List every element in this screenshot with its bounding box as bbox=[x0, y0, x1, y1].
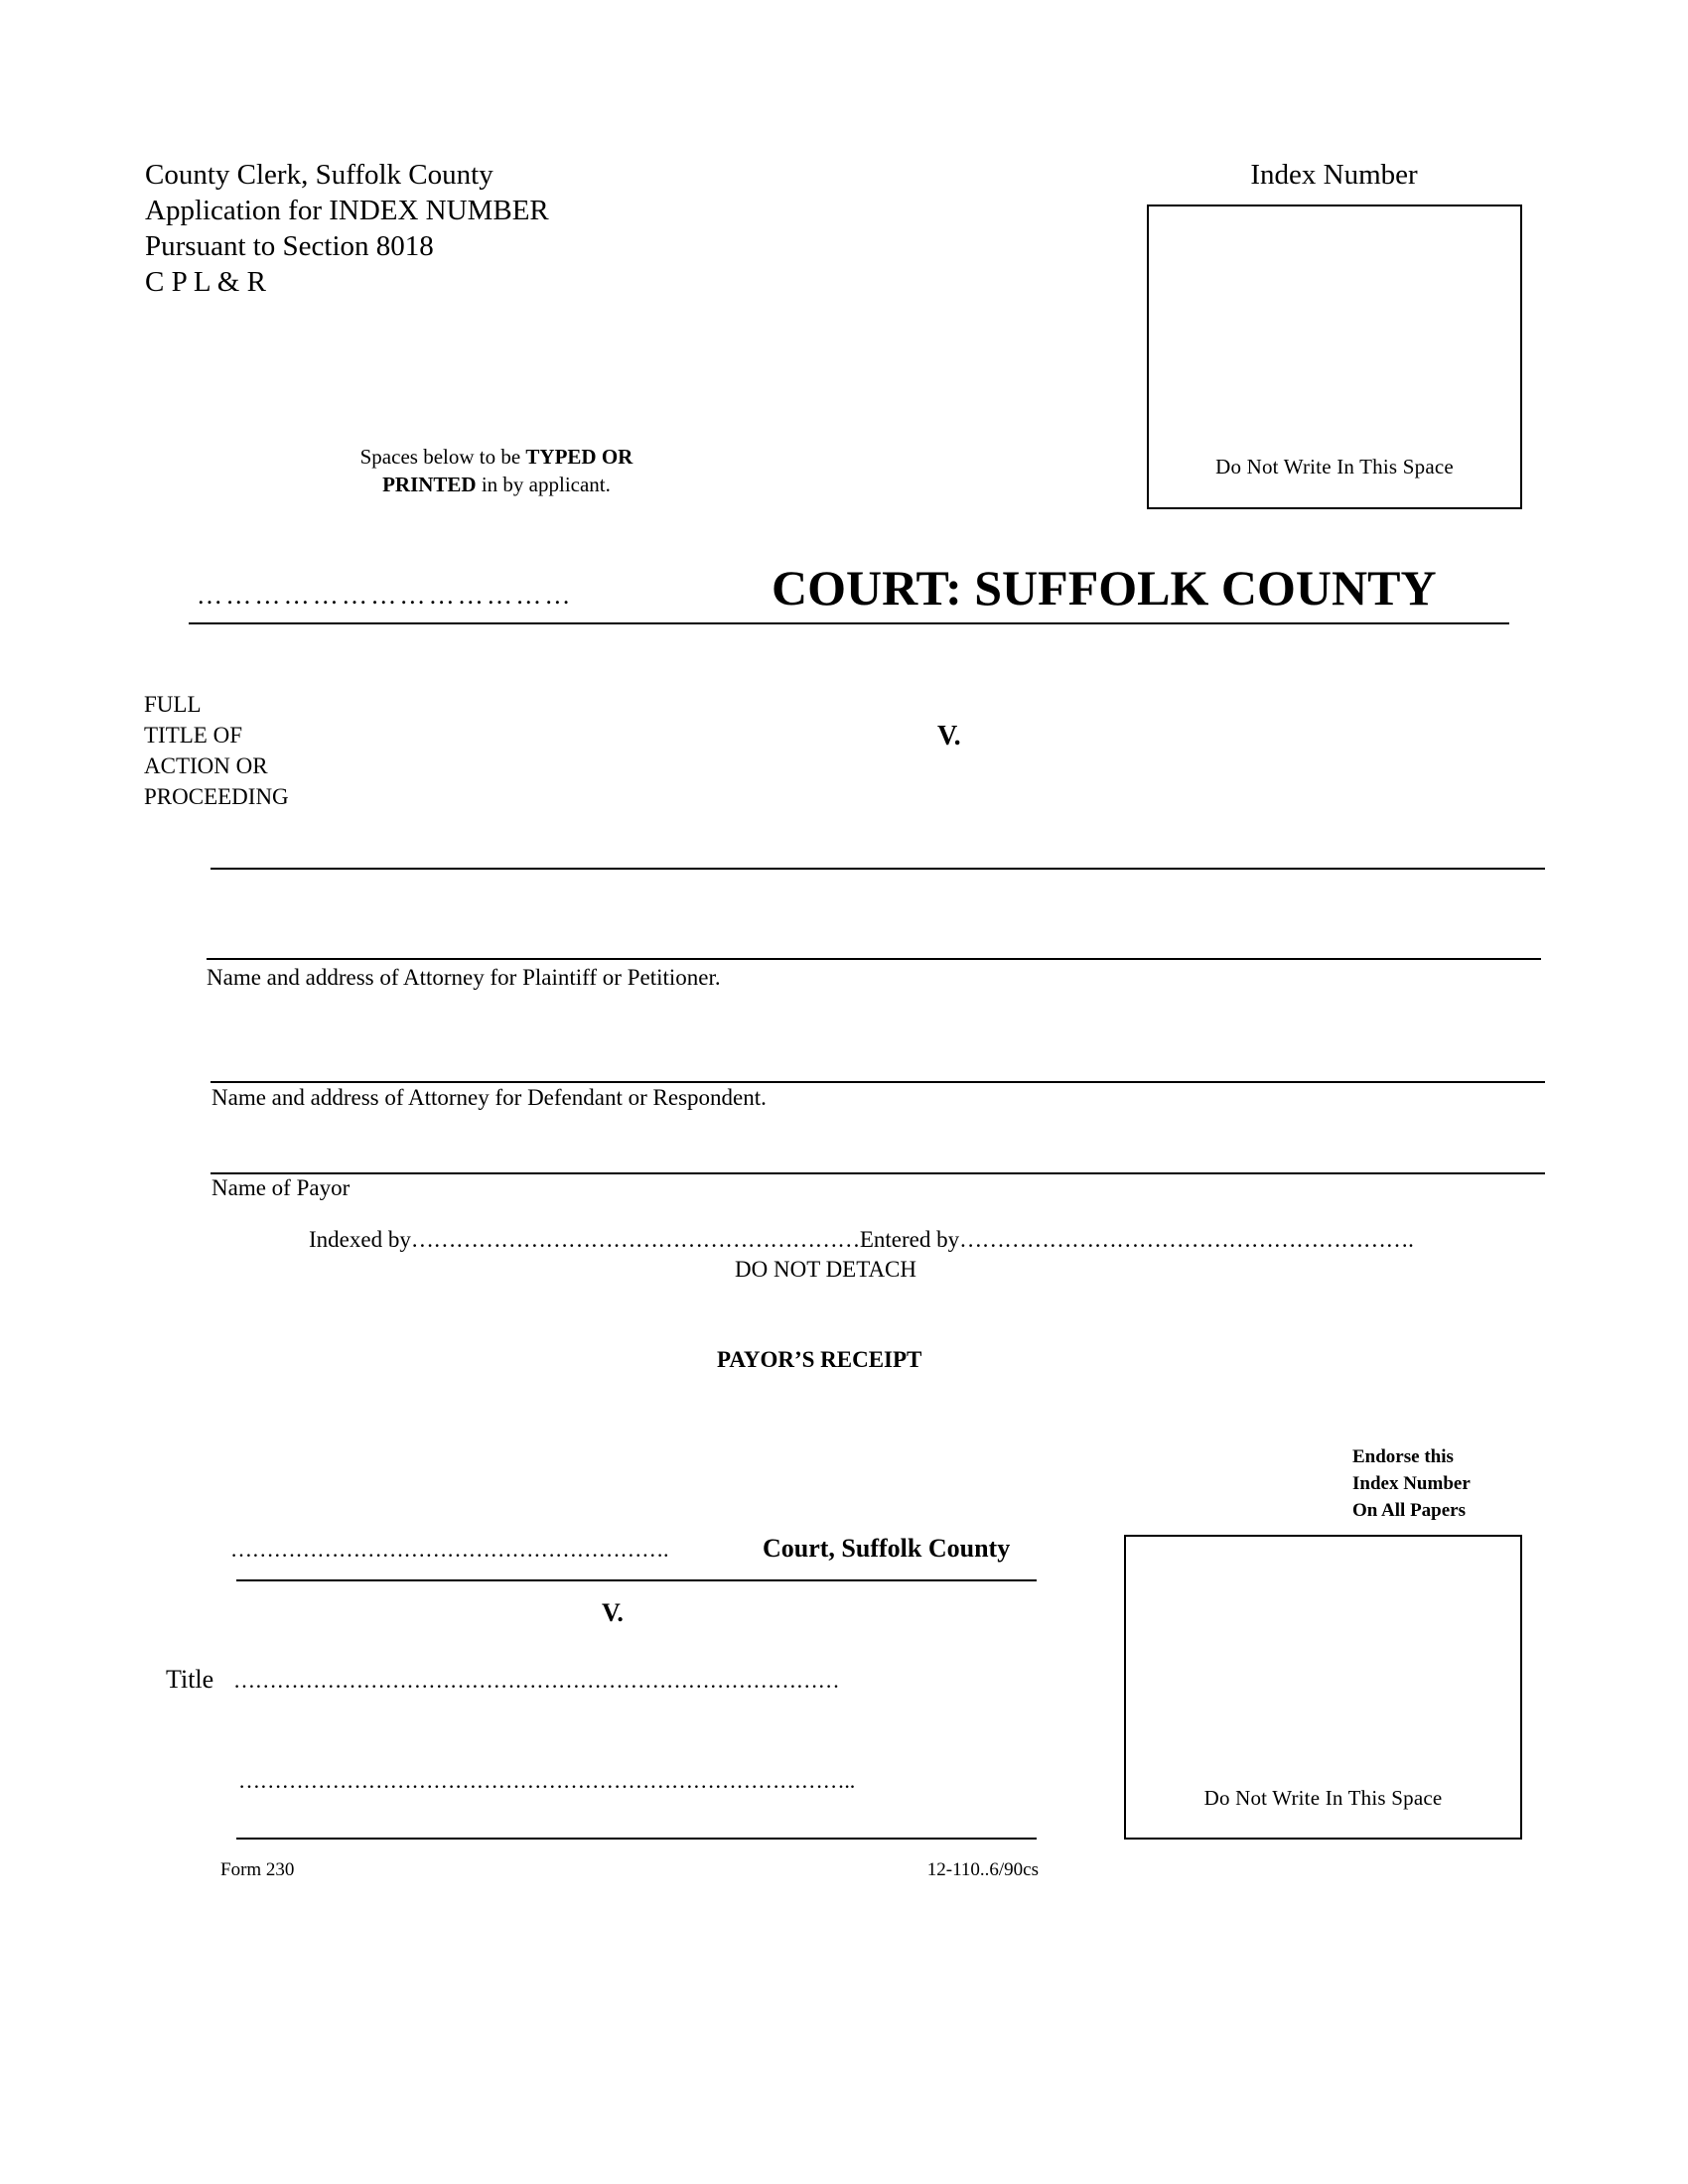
index-box-note: Do Not Write In This Space bbox=[1215, 455, 1454, 478]
header-line-cplr: C P L & R bbox=[145, 266, 266, 298]
receipt-title-label: Title bbox=[166, 1665, 214, 1694]
header-line-clerk: County Clerk, Suffolk County bbox=[145, 159, 493, 191]
header-line-application: Application for INDEX NUMBER bbox=[145, 195, 549, 226]
receipt-court-blank[interactable]: ……………………………………………………. bbox=[230, 1537, 669, 1562]
defendant-attorney-line[interactable] bbox=[211, 1081, 1545, 1083]
title-of-action-line[interactable] bbox=[211, 868, 1545, 870]
form-number: Form 230 bbox=[220, 1859, 295, 1880]
payors-receipt-heading: PAYOR’S RECEIPT bbox=[717, 1347, 922, 1372]
defendant-attorney-label: Name and address of Attorney for Defendant or Respondent. bbox=[211, 1085, 767, 1110]
header-line-section: Pursuant to Section 8018 bbox=[145, 230, 434, 262]
receipt-bottom-line bbox=[236, 1838, 1037, 1840]
plaintiff-attorney-line[interactable] bbox=[207, 958, 1541, 960]
indexed-by-blank[interactable]: …………………………………………………… bbox=[410, 1227, 860, 1252]
court-heading: COURT: SUFFOLK COUNTY bbox=[772, 560, 1437, 615]
index-number-title: Index Number bbox=[1250, 159, 1418, 191]
typing-instructions: Spaces below to be TYPED OR PRINTED in by applicant. bbox=[359, 445, 633, 496]
payor-name-label: Name of Payor bbox=[211, 1175, 351, 1200]
indexed-by-label: Indexed by bbox=[309, 1227, 411, 1252]
header-block bbox=[145, 157, 549, 300]
payor-name-line[interactable] bbox=[211, 1172, 1545, 1174]
receipt-title-blank[interactable]: ………………………………………………………………………… bbox=[233, 1668, 840, 1693]
entered-by-label: Entered by bbox=[859, 1227, 960, 1252]
revision-code: 12-110..6/90cs bbox=[926, 1859, 1039, 1880]
entered-by-blank[interactable]: ……………………………………………………. bbox=[959, 1227, 1414, 1252]
receipt-index-box[interactable] bbox=[1124, 1535, 1522, 1840]
receipt-title-blank-2[interactable]: ………………………………………………………………………….. bbox=[238, 1768, 856, 1793]
receipt-court-underline bbox=[236, 1579, 1037, 1581]
receipt-box-note: Do Not Write In This Space bbox=[1203, 1786, 1443, 1810]
indexed-by-row bbox=[309, 1227, 1540, 1253]
plaintiff-attorney-label: Name and address of Attorney for Plaintiff or Petitioner. bbox=[207, 965, 721, 990]
court-name-blank[interactable]: ………………………………… bbox=[197, 581, 574, 610]
receipt-court-label: Court, Suffolk County bbox=[763, 1534, 1011, 1563]
versus-label: V. bbox=[937, 721, 961, 751]
endorse-instructions: Endorse this Index Number On All Papers bbox=[1352, 1446, 1471, 1521]
title-of-action-label: FULL TITLE OF ACTION OR PROCEEDING bbox=[144, 692, 289, 809]
index-number-box[interactable] bbox=[1147, 205, 1522, 509]
receipt-versus: V. bbox=[602, 1598, 624, 1627]
court-underline bbox=[189, 622, 1509, 624]
do-not-detach-notice: DO NOT DETACH bbox=[735, 1257, 917, 1282]
